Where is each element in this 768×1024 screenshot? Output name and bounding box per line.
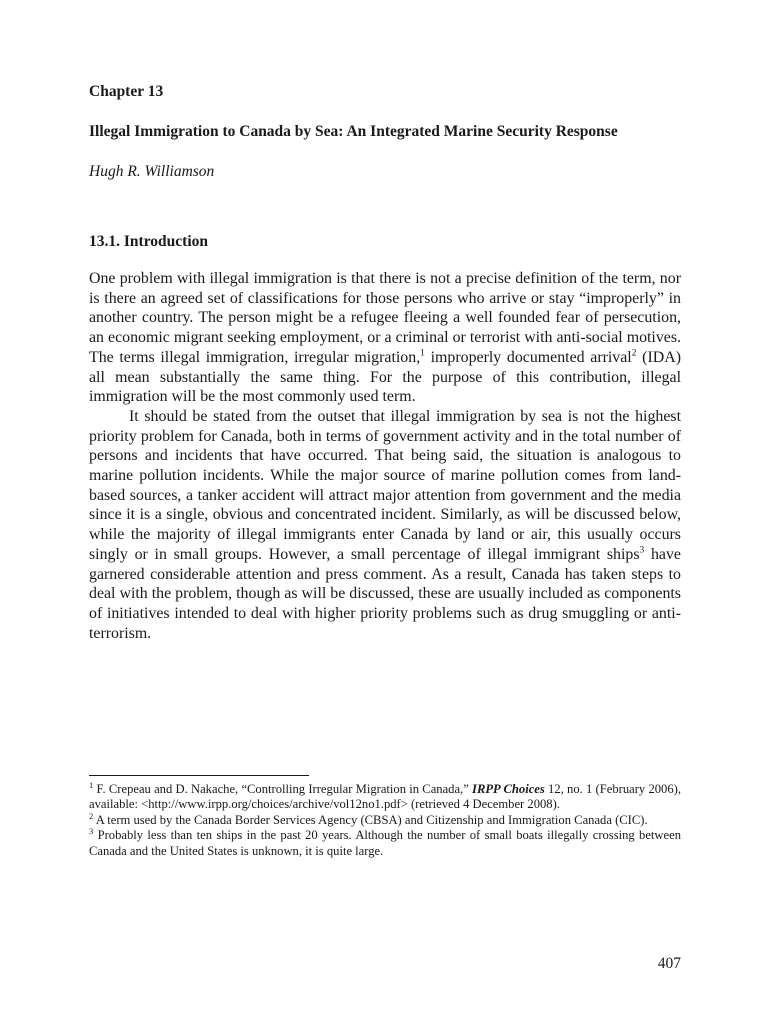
footnote-2-text: A term used by the Canada Border Services Agency (CBSA) and Citizenship and Immigration Canada (CIC). [93, 812, 648, 827]
paragraph-2-text-b: have garnered considerable attention and press comment. As a result, Canada has taken steps to deal with the problem, though as will be discussed, these are usually included as components of initiatives intended to deal with higher priority problems such as drug smuggling or anti-terrorism. [89, 545, 681, 642]
footnote-1-journal: IRPP Choices [472, 782, 545, 796]
footnote-number-2: 2 [89, 810, 94, 821]
footnote-2 [89, 810, 681, 828]
footnote-number-3: 3 [89, 826, 94, 837]
footnote-1-text-a: F. Crepeau and D. Nakache, “Controlling Irregular Migration in Canada,” [93, 782, 473, 796]
chapter-title: Illegal Immigration to Canada by Sea: An Integrated Marine Security Response [89, 123, 618, 140]
section-heading: 13.1. Introduction [89, 233, 208, 250]
footnote-3-text: Probably less than ten ships in the past 20 years. Although the number of small boats illegally crossing between Canada and the United States is unknown, it is quite large. [89, 828, 681, 858]
page-body [89, 82, 681, 643]
footnote-number-1: 1 [89, 779, 94, 790]
paragraph-1 [89, 269, 681, 407]
author-name: Hugh R. Williamson [89, 163, 215, 180]
footnote-3 [89, 828, 681, 859]
footnote-1 [89, 779, 681, 813]
paragraph-1-text-c: (IDA) all mean substantially the same thing. For the purpose of this contribution, illegal immigration will be the most commonly used term. [89, 348, 682, 406]
paragraph-1-text-b: improperly documented arrival [424, 348, 632, 366]
footnote-ref-1: 1 [420, 348, 425, 359]
footnote-ref-2: 2 [631, 348, 637, 359]
paragraph-2 [89, 407, 681, 643]
chapter-label: Chapter 13 [89, 83, 164, 100]
footnotes [89, 779, 681, 859]
paragraph-1-text-a: One problem with illegal immigration is that there is not a precise definition of the term, nor is there an agreed set of classifications for those persons who arrive or stay “improperly” in another country. The person might be a refugee fleeing a well founded fear of persecution, an economic migrant seeking employment, or a criminal or terrorist with anti-social motives. The terms illegal immigration, irregular migration, [89, 270, 681, 366]
paragraph-2-text-a: It should be stated from the outset that illegal immigration by sea is not the highest priority problem for Canada, both in terms of government activity and in the total number of persons and incidents that have occurred. That being said, the situation is analogous to marine pollution incidents. While the major source of marine pollution comes from land-based sources, a tanker accident will attract major attention from government and the media since it is a single, obvious and concentrated incident. Similarly, as will be discussed below, while the majority of illegal immigrants enter Canada by land or air, this usually occurs singly or in small groups. However, a small percentage of illegal immigrant ships [89, 407, 681, 563]
page-number: 407 [657, 955, 681, 972]
footnote-ref-3: 3 [639, 545, 645, 556]
footnote-1-text-b: 12, no. 1 (February 2006), available: <http://www.irpp.org/choices/archive/vol12no1.pdf> (retrieved 4 December 2008). [89, 782, 681, 812]
footnote-divider [89, 775, 309, 776]
